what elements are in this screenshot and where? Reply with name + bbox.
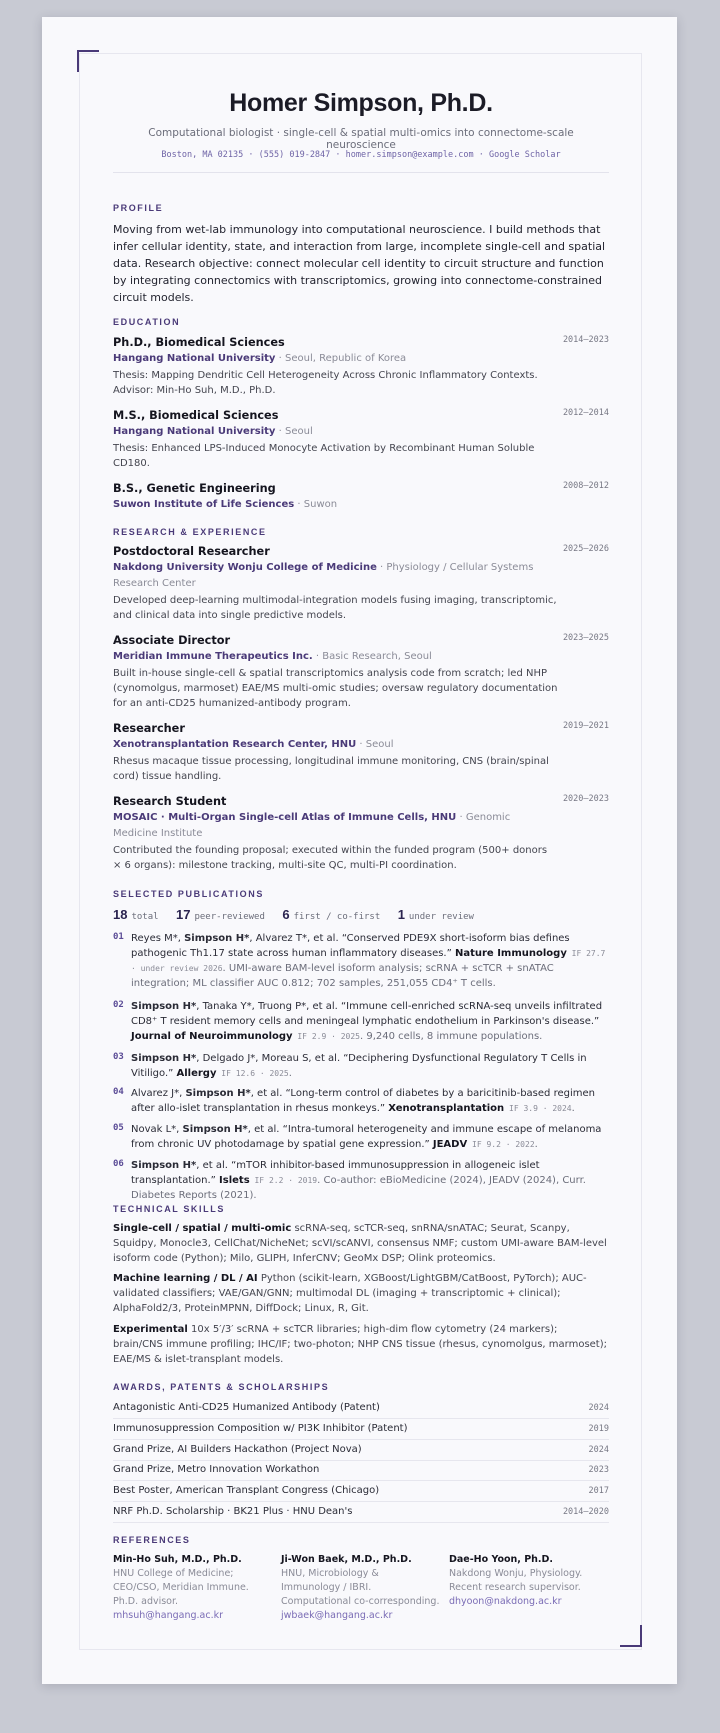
journal-name: Islets [219, 1175, 250, 1186]
experience-entry [113, 544, 609, 623]
award-year: 2019 [588, 1424, 609, 1434]
award-name: Grand Prize, Metro Innovation Workathon [113, 1464, 320, 1475]
publication-citation [131, 1122, 609, 1152]
entry-title: B.S., Genetic Engineering [113, 482, 276, 495]
skill-list: scRNA-seq, scTCR-seq, snRNA/snATAC; Seurat, Scanpy, Squidpy, Monocle3, CellChat/NicheNet; scVI/scANVI, consensus NMF; custom UMI-aware BAM-level isoform code (Python); Milo, GLIPH, InferCNV; GeoMx DSP; Olink proteomics. [113, 1223, 607, 1264]
reference-affiliation: HNU, Microbiology & Immunology / IBRI. Computational co-corresponding. [281, 1568, 440, 1607]
entry-date: 2023–2025 [562, 633, 609, 643]
journal-name: JEADV [432, 1139, 468, 1150]
publication-item [113, 999, 609, 1044]
publication-item [113, 1086, 609, 1116]
skill-list: Python (scikit-learn, XGBoost/LightGBM/CatBoost, PyTorch); AUC-validated classifiers; VAE/GAN/GNN; multimodal DL (imaging + transcriptomic + clinical); AlphaFold2/3, ProteinMPNN, DiffDock; Linux, R, Git. [113, 1273, 587, 1314]
author-self: Simpson H* [182, 1124, 248, 1135]
publication-note: . [534, 1139, 538, 1150]
reference-name: Ji-Won Baek, M.D., Ph.D. [281, 1554, 412, 1565]
entry-title: Researcher [113, 722, 185, 735]
entry-date: 2012–2014 [562, 408, 609, 418]
publication-number: 05 [113, 1123, 124, 1133]
impact-meta: IF 3.9 · 2024 [504, 1104, 572, 1113]
resume-page [42, 17, 677, 1684]
entry-description: Built in-house single-cell & spatial transcriptomics analysis code from scratch; led NHP (cynomolgus, marmoset) EAE/MS multi-omic studies; oversaw regulatory documentation for an anti-CD25 humanized-antibody program. [113, 668, 558, 709]
skill-list: 10x 5′/3′ scRNA + scTCR libraries; high-dim flow cytometry (24 markers); brain/CNS immune profiling; IHC/IF; two-photon; NHP CNS tissue (rhesus, cynomolgus, marmoset); EAE/MS & islet-transplant models. [113, 1324, 607, 1365]
reference-email-link[interactable]: jwbaek@hangang.ac.kr [281, 1610, 393, 1621]
entry-title: M.S., Biomedical Sciences [113, 409, 279, 422]
award-row [113, 1398, 609, 1419]
section-heading-education: EDUCATION [113, 317, 181, 327]
entry-org [113, 560, 553, 592]
entry-institution: Suwon Institute of Life Sciences [113, 499, 295, 510]
corner-ornament-bottom-right [620, 1625, 642, 1647]
publication-citation [131, 1051, 609, 1081]
publication-citation [131, 1158, 609, 1203]
entry-description: Thesis: Enhanced LPS-Induced Monocyte Activation by Recombinant Human Soluble CD180. [113, 443, 535, 469]
award-row [113, 1502, 609, 1523]
award-row [113, 1419, 609, 1440]
stat-label: first / co-first [293, 912, 381, 922]
stat-label: under review [408, 912, 474, 922]
stat-number: 6 [282, 907, 290, 922]
entry-title: Postdoctoral Researcher [113, 545, 270, 558]
entry-org [113, 737, 553, 753]
publication-number: 01 [113, 932, 124, 942]
entry-date: 2020–2023 [562, 794, 609, 804]
skill-group [113, 1271, 609, 1316]
publication-item [113, 1051, 609, 1081]
publication-note: . [571, 1103, 575, 1114]
author-self: Simpson H* [184, 933, 250, 944]
tagline: Computational biologist · single-cell & spatial multi-omics into connectome-scale neuroscience [148, 127, 574, 151]
experience-entry [113, 633, 609, 711]
header-divider [113, 172, 609, 173]
contact-phone[interactable]: (555) 019-2847 [258, 150, 331, 160]
contact-separator: · [243, 150, 259, 160]
impact-meta: IF 12.6 · 2025 [216, 1069, 289, 1078]
reference-affiliation: HNU College of Medicine; CEO/CSO, Meridian Immune. Ph.D. advisor. [113, 1568, 249, 1607]
experience-entry [113, 721, 609, 784]
award-name: Antagonistic Anti-CD25 Humanized Antibody (Patent) [113, 1402, 380, 1413]
reference-name: Min-Ho Suh, M.D., Ph.D. [113, 1554, 242, 1565]
stat-number: 17 [175, 907, 191, 922]
impact-meta: IF 2.2 · 2019 [249, 1176, 318, 1185]
section-heading-publications: SELECTED PUBLICATIONS [113, 889, 264, 899]
contact-scholar-link[interactable]: Google Scholar [488, 150, 561, 160]
entry-location: · Physiology / Cellular Systems Research Center [113, 562, 534, 589]
author-self: Simpson H* [131, 1053, 197, 1064]
experience-entry [113, 794, 609, 873]
contact-separator: · [330, 150, 346, 160]
stat-label: total [131, 912, 159, 922]
award-row [113, 1481, 609, 1502]
author-self: Simpson H* [131, 1160, 197, 1171]
journal-name: Xenotransplantation [388, 1103, 505, 1114]
section-heading-awards: AWARDS, PATENTS & SCHOLARSHIPS [113, 1382, 330, 1392]
reference-affiliation: Nakdong Wonju, Physiology. Recent research supervisor. [449, 1568, 583, 1593]
author-self: Simpson H* [131, 1001, 197, 1012]
publication-note: . [288, 1068, 292, 1079]
publication-number: 06 [113, 1159, 124, 1169]
reference-card [113, 1553, 273, 1623]
entry-org [113, 424, 553, 440]
skill-label: Single-cell / spatial / multi-omic [113, 1223, 292, 1234]
reference-name: Dae-Ho Yoon, Ph.D. [449, 1554, 554, 1565]
award-year: 2024 [588, 1445, 609, 1455]
award-year: 2023 [588, 1465, 609, 1475]
education-entry [113, 408, 609, 471]
entry-title: Research Student [113, 795, 227, 808]
education-entry [113, 335, 609, 398]
award-year: 2017 [588, 1486, 609, 1496]
publication-number: 03 [113, 1052, 124, 1062]
award-name: Immunosuppression Composition w/ PI3K Inhibitor (Patent) [113, 1423, 408, 1434]
author-self: Simpson H* [185, 1088, 251, 1099]
journal-name: Nature Immunology [454, 948, 567, 959]
publication-citation [131, 999, 609, 1044]
entry-org [113, 649, 553, 665]
authors-before: Novak L*, [131, 1124, 183, 1135]
publication-stats [113, 907, 486, 922]
skill-label: Machine learning / DL / AI [113, 1273, 258, 1284]
award-year: 2024 [588, 1403, 609, 1413]
education-entry [113, 481, 609, 513]
contact-separator: · [473, 150, 489, 160]
entry-description: Thesis: Mapping Dendritic Cell Heterogeneity Across Chronic Inflammatory Contexts. Advisor: Min-Ho Suh, M.D., Ph.D. [113, 370, 538, 396]
publication-citation [131, 1086, 609, 1116]
journal-name: Journal of Neuroimmunology [131, 1031, 293, 1042]
profile-text: Moving from wet-lab immunology into computational neuroscience. I build methods that infer cellular identity, state, and interaction from large, incomplete single-cell and spatial data. Research objective: connect molecular cell identity to circuit structure and function by integrating connectomics with transcriptomics, growing into connectome-constrained circuit models. [113, 223, 606, 304]
entry-org [113, 351, 553, 367]
entry-institution: Xenotransplantation Research Center, HNU [113, 739, 357, 750]
section-heading-research: RESEARCH & EXPERIENCE [113, 527, 267, 537]
skill-label: Experimental [113, 1324, 188, 1335]
publication-item [113, 931, 609, 991]
reference-email-link[interactable]: dhyoon@nakdong.ac.kr [449, 1596, 562, 1607]
publication-number: 04 [113, 1087, 124, 1097]
entry-description: Contributed the founding proposal; executed within the funded program (500+ donors × 6 organs): milestone tracking, multi-site QC, multi-PI coordination. [113, 845, 548, 871]
reference-card [449, 1553, 609, 1609]
award-name: Grand Prize, AI Builders Hackathon (Project Nova) [113, 1444, 362, 1455]
impact-meta: IF 2.9 · 2025 [292, 1032, 360, 1041]
authors-before: Alvarez J*, [131, 1088, 186, 1099]
entry-description: Rhesus macaque tissue processing, longitudinal immune monitoring, CNS (brain/spinal cord) tissue handling. [113, 756, 549, 782]
entry-title: Associate Director [113, 634, 231, 647]
section-heading-references: REFERENCES [113, 1535, 191, 1545]
journal-name: Allergy [176, 1068, 217, 1079]
entry-title: Ph.D., Biomedical Sciences [113, 336, 285, 349]
reference-card [281, 1553, 441, 1623]
award-year: 2014–2020 [562, 1507, 609, 1517]
citation-title: , et al. “Intra-tumoral heterogeneity and immune escape of melanoma from chronic UV photodamage by spatial gene expression.” [131, 1124, 602, 1150]
publication-citation [131, 931, 609, 991]
skill-group [113, 1221, 609, 1266]
entry-description: Developed deep-learning multimodal-integration models fusing imaging, transcriptomic, and clinical data into single predictive models. [113, 595, 557, 621]
skill-group [113, 1322, 609, 1367]
corner-ornament-top-left [77, 50, 99, 72]
reference-email-link[interactable]: mhsuh@hangang.ac.kr [113, 1610, 224, 1621]
entry-location: · Suwon [294, 499, 338, 510]
entry-location: · Basic Research, Seoul [312, 651, 432, 662]
citation-title: , Delgado J*, Moreau S, et al. “Deciphering Dysfunctional Regulatory T Cells in Vitiligo.” [131, 1053, 587, 1079]
citation-title: , et al. “mTOR inhibitor-based immunosuppression in allogeneic islet transplantation.” [131, 1160, 540, 1186]
entry-institution: Hangang National University [113, 426, 276, 437]
stat-label: peer-reviewed [194, 912, 265, 922]
stat-number: 18 [113, 907, 128, 922]
entry-date: 2014–2023 [562, 335, 609, 345]
entry-institution: Meridian Immune Therapeutics Inc. [113, 651, 313, 662]
award-name: Best Poster, American Transplant Congress (Chicago) [113, 1485, 380, 1496]
publication-note: . Co-author: eBioMedicine (2024), JEADV (2024), Curr. Diabetes Reports (2021). [131, 1175, 586, 1201]
entry-org [113, 497, 553, 513]
entry-location: · Seoul [356, 739, 394, 750]
candidate-name: Homer Simpson, Ph.D. [229, 89, 493, 117]
entry-institution: Hangang National University [113, 353, 276, 364]
award-name: NRF Ph.D. Scholarship · BK21 Plus · HNU Dean's [113, 1506, 353, 1517]
award-row [113, 1460, 609, 1481]
entry-location: · Genomic Medicine Institute [113, 812, 511, 839]
entry-date: 2008–2012 [562, 481, 609, 491]
stat-number: 1 [397, 907, 405, 922]
entry-institution: Nakdong University Wonju College of Medicine [113, 562, 377, 573]
citation-title: , et al. “Long-term control of diabetes by a baricitinib-based regimen after allo-islet transplantation in rhesus monkeys.” [131, 1088, 595, 1114]
impact-meta: IF 9.2 · 2022 [467, 1140, 535, 1149]
entry-date: 2019–2021 [562, 721, 609, 731]
contact-address: Boston, MA 02135 [161, 150, 244, 160]
citation-title: , Tanaka Y*, Truong P*, et al. “Immune cell-enriched scRNA-seq unveils infiltrated CD8⁺ T resident memory cells and meningeal lymphatic endothelium in Parkinson's disease.” [131, 1001, 603, 1027]
publication-note: . UMI-aware BAM-level isoform analysis; scRNA + scTCR + snATAC integration; ML classifier AUC 0.812; 702 samples, 251,055 CD4⁺ T cells. [131, 963, 554, 989]
award-row [113, 1440, 609, 1461]
entry-org [113, 810, 553, 842]
publication-item [113, 1122, 609, 1152]
authors-before: Reyes M*, [131, 933, 185, 944]
entry-institution: MOSAIC · Multi-Organ Single-cell Atlas of Immune Cells, HNU [113, 812, 457, 823]
impact-meta: IF 27.7 · under review 2026 [131, 949, 606, 973]
publication-number: 02 [113, 1000, 124, 1010]
entry-location: · Seoul, Republic of Korea [275, 353, 407, 364]
contact-line [113, 150, 609, 160]
publication-item [113, 1158, 609, 1203]
entry-date: 2025–2026 [562, 544, 609, 554]
section-heading-skills: TECHNICAL SKILLS [113, 1204, 225, 1214]
entry-location: · Seoul [275, 426, 313, 437]
contact-email[interactable]: homer.simpson@example.com [345, 150, 474, 160]
citation-title: , Alvarez T*, et al. “Conserved PDE9X short-isoform bias defines pathogenic Th1.17 state across human inflammatory diseases.” [131, 933, 570, 959]
publication-note: . 9,240 cells, 8 immune populations. [359, 1031, 543, 1042]
section-heading-profile: PROFILE [113, 203, 164, 213]
